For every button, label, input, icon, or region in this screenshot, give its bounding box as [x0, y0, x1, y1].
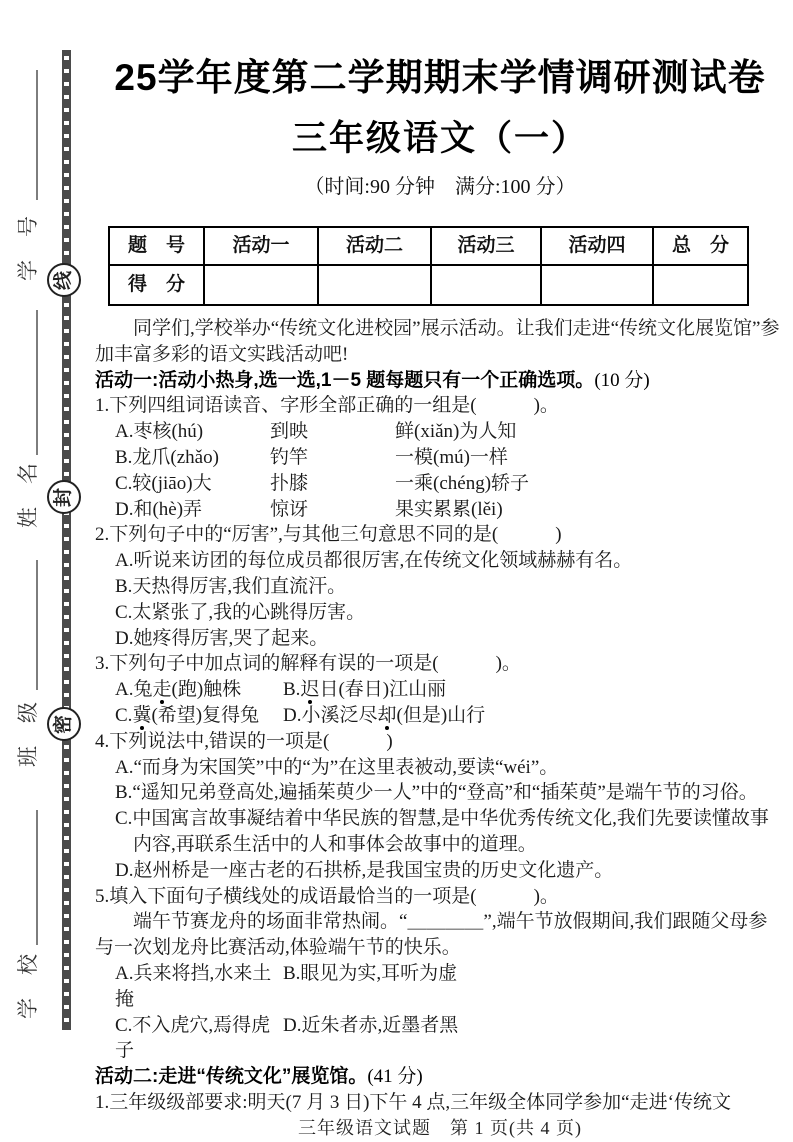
score-table: [108, 226, 749, 306]
activity2-question-1: 1.三年级级部要求:明天(7 月 3 日)下午 4 点,三年级全体同学参加“走进‘传统文: [95, 1091, 731, 1113]
option-text: C.较(jiāo)大: [115, 472, 212, 494]
score-header-timu: 题 号: [109, 227, 204, 265]
score-cell-act1: [204, 265, 318, 305]
activity1-heading-text: 活动一:活动小热身,选一选,1－5 题每题只有一个正确选项。: [95, 369, 595, 391]
question-2-stem: 2.下列句子中的“厉害”,与其他三句意思不同的是( ): [95, 524, 562, 546]
question-1-stem: 1.下列四组词语读音、字形全部正确的一组是( )。: [95, 395, 559, 417]
option-text: D.和(hè)弄: [115, 498, 203, 520]
question-4-stem: 4.下列说法中,错误的一项是( ): [95, 730, 393, 752]
seal-circle-feng: [47, 480, 81, 514]
seal-blank-line-student-number: [36, 70, 38, 200]
question-2-option-d: D.她疼得厉害,哭了起来。: [115, 627, 329, 649]
option-text: 到映: [270, 421, 309, 443]
question-2-option-c: C.太紧张了,我的心跳得厉害。: [115, 601, 366, 623]
seal-char: 封: [53, 487, 75, 507]
score-table-header-row: [109, 227, 748, 265]
question-5-stem: 5.填入下面句子横线处的成语最恰当的一项是( )。: [95, 885, 559, 907]
option-text: B.龙爪(zhǎo): [115, 446, 219, 468]
question-1-option-row-d: [95, 497, 785, 523]
question-3-stem: 3.下列句子中加点词的解释有误的一项是( )。: [95, 653, 521, 675]
option-text: D.小溪泛尽却(但是)山行: [283, 704, 486, 726]
option-text: 一模(mú)一样: [395, 446, 508, 468]
seal-label-student-number: 学 号: [16, 215, 40, 281]
score-cell-total: [653, 265, 748, 305]
option-text: A.兵来将挡,水来土掩: [115, 962, 272, 1010]
seal-circle-mi: [47, 707, 81, 741]
question-4-option-b: B.“遥知兄弟登高处,遍插茱萸少一人”中的“登高”和“插茱萸”是端午节的习俗。: [115, 782, 758, 804]
score-header-total: 总 分: [653, 227, 748, 265]
option-text: 钓竿: [270, 446, 309, 468]
question-3-option-row-cd: [95, 703, 785, 729]
seal-blank-line-name: [36, 310, 38, 455]
activity2-score: (41 分): [367, 1066, 423, 1088]
option-text: 扑膝: [270, 472, 309, 494]
emphasized-char: 冀: [132, 704, 152, 726]
score-cell-act4: [541, 265, 653, 305]
exam-content: [95, 48, 785, 1142]
option-text: 果实累累(lěi): [395, 498, 503, 520]
option-text: B.眼见为实,耳听为虚: [283, 962, 458, 984]
option-text: 鲜(xiǎn)为人知: [395, 421, 517, 443]
option-text: D.近朱者赤,近墨者黑: [283, 1014, 459, 1036]
option-text: 一乘(chéng)轿子: [395, 472, 530, 494]
score-header-act2: 活动二: [318, 227, 431, 265]
exam-subtitle: 三年级语文（一）: [291, 119, 588, 158]
question-1-option-row-c: [95, 471, 785, 497]
intro-paragraph: 同学们,学校举办“传统文化进校园”展示活动。让我们走进“传统文化展览馆”参加丰富多彩的语文实践活动吧!: [95, 318, 780, 365]
option-text: C.不入虎穴,焉得虎子: [115, 1014, 271, 1062]
seal-label-school: 学 校: [16, 953, 40, 1019]
option-text: C.冀(希望)复得兔: [115, 704, 260, 726]
seal-circle-xian: [47, 263, 81, 297]
seal-label-class: 班 级: [16, 701, 40, 767]
question-1-option-row-b: [95, 445, 785, 471]
question-4-option-d: D.赵州桥是一座古老的石拱桥,是我国宝贵的历史文化遗产。: [115, 859, 614, 881]
question-5-passage: 端午节赛龙舟的场面非常热闹。“＿＿＿＿”,端午节放假期间,我们跟随父母参与一次划龙舟比赛活动,体验端午节的快乐。: [95, 911, 768, 959]
option-text: B.迟日(春日)江山丽: [283, 679, 447, 701]
seal-blank-line-school: [36, 810, 38, 945]
score-cell-act2: [318, 265, 431, 305]
option-text: A.枣核(hú): [115, 421, 204, 443]
question-1-option-row-a: [95, 419, 785, 445]
question-5-option-row-ab: [95, 961, 785, 1013]
score-header-act1: 活动一: [204, 227, 318, 265]
exam-meta: （时间:90 分钟 满分:100 分）: [304, 176, 576, 198]
exam-title: 25学年度第二学期期末学情调研测试卷: [114, 57, 766, 98]
score-table-score-row: [109, 265, 748, 305]
score-header-act4: 活动四: [541, 227, 653, 265]
score-row-label: 得 分: [109, 265, 204, 305]
activity2-heading-text: 活动二:走进“传统文化”展览馆。: [95, 1066, 368, 1088]
seal-perforation-strip: [62, 50, 71, 1030]
seal-char: 线: [53, 270, 75, 290]
emphasized-char: 却: [377, 704, 397, 726]
score-header-act3: 活动三: [431, 227, 541, 265]
question-2-option-b: B.天热得厉害,我们直流汗。: [115, 575, 347, 597]
question-5-option-row-cd: [95, 1013, 785, 1065]
emphasized-char: 走: [152, 679, 172, 701]
page-footer: 三年级语文试题 第 1 页(共 4 页): [298, 1117, 582, 1138]
question-3-option-row-ab: [95, 677, 785, 703]
option-text: A.兔走(跑)触株: [115, 679, 242, 701]
activity2-heading: [95, 1064, 785, 1090]
question-4-option-c: C.中国寓言故事凝结着中华民族的智慧,是中华优秀传统文化,我们先要读懂故事内容,再联系生活中的人和事体会故事中的道理。: [115, 808, 769, 855]
question-2-option-a: A.听说来访团的每位成员都很厉害,在传统文化领域赫赫有名。: [115, 550, 633, 572]
activity1-heading: [95, 368, 785, 394]
seal-char: 密: [53, 714, 75, 734]
seal-blank-line-class: [36, 560, 38, 690]
emphasized-char: 迟: [300, 679, 320, 701]
score-cell-act3: [431, 265, 541, 305]
question-4-option-a: A.“而身为宋国笑”中的“为”在这里表被动,要读“wéi”。: [115, 756, 559, 778]
activity1-score: (10 分): [594, 369, 650, 391]
option-text: 惊讶: [270, 498, 309, 520]
seal-label-name: 姓 名: [16, 462, 40, 528]
